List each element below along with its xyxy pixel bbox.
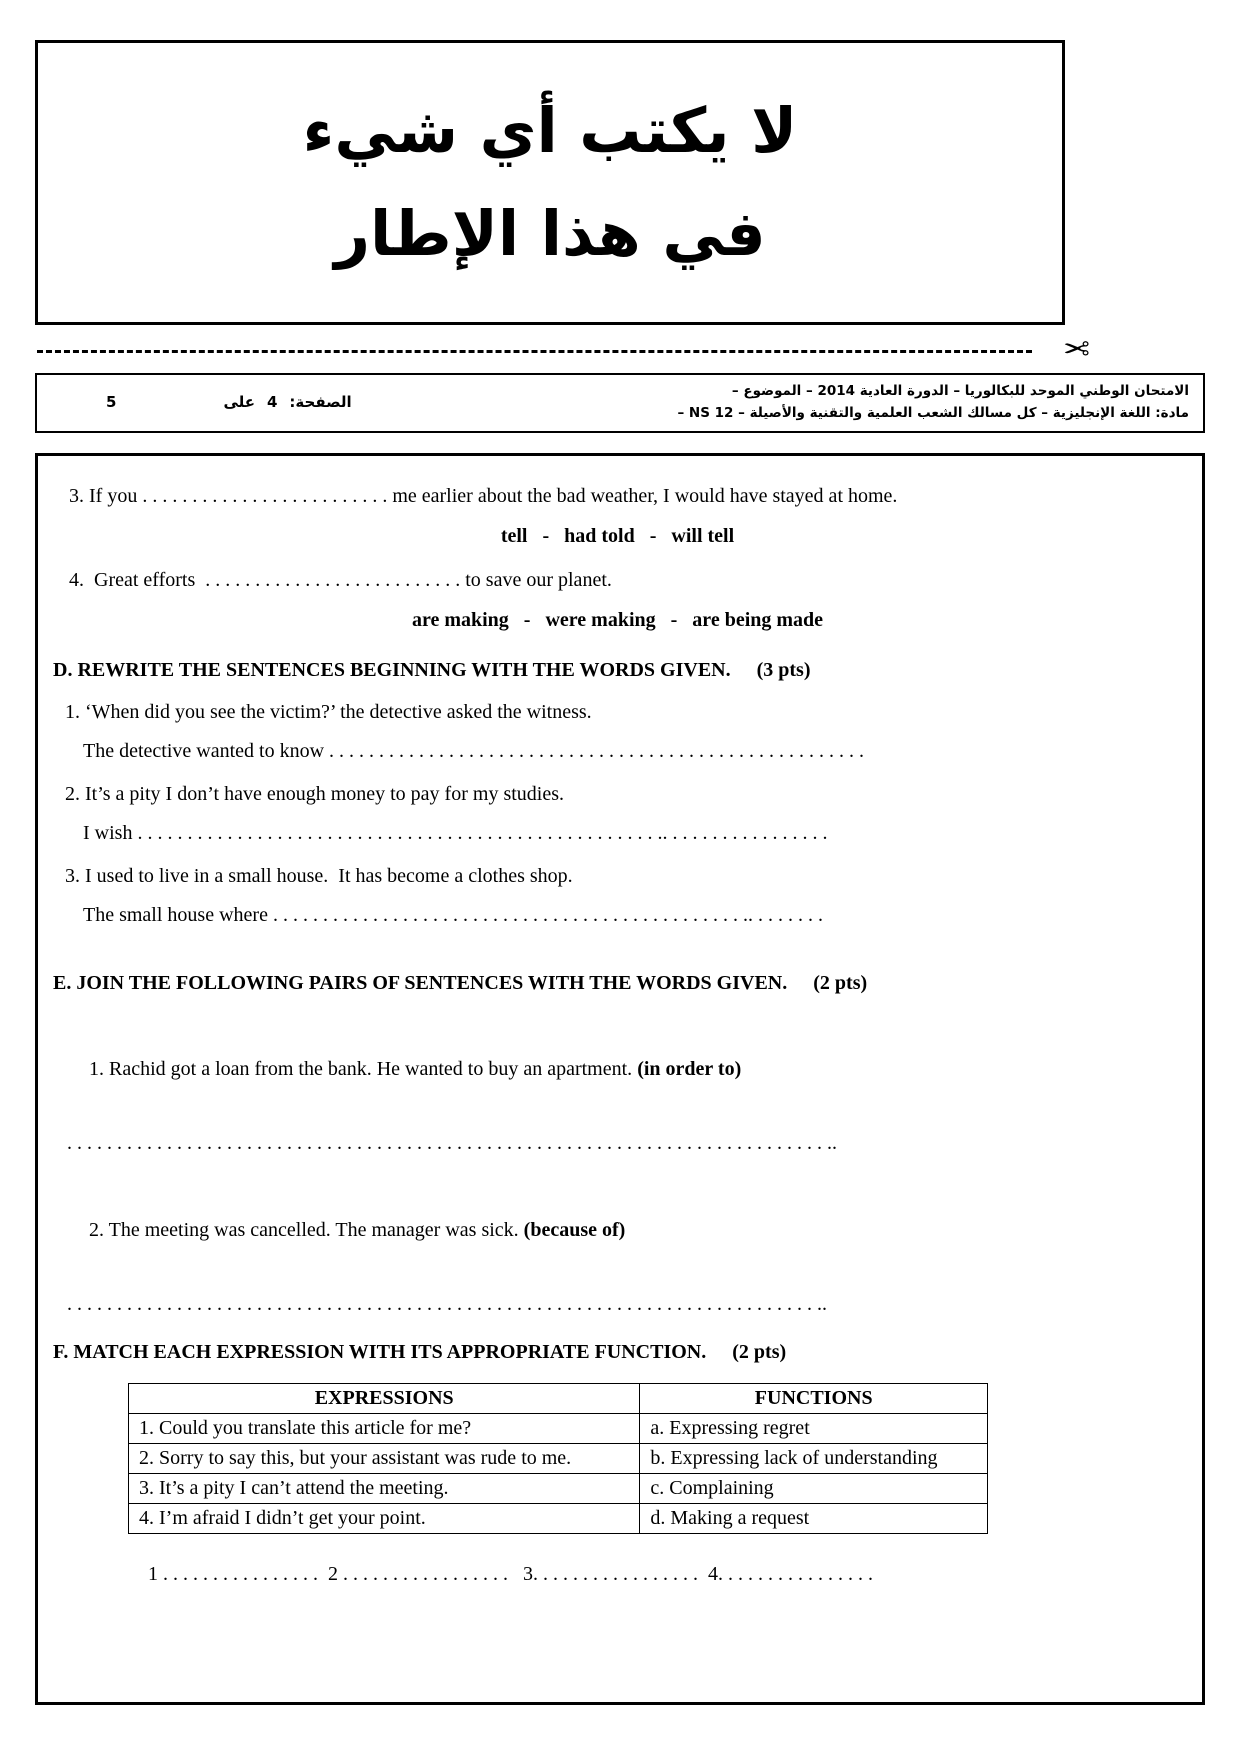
section-d-heading [53,658,1182,683]
match-table-header-expressions: EXPRESSIONS [129,1383,640,1413]
table-row [129,1503,988,1533]
section-e-points: (2 pts) [813,971,868,994]
function-cell-b: b. Expressing lack of understanding [640,1443,988,1473]
do-not-write-frame [35,40,1065,325]
section-e-item-1 [59,1032,1182,1107]
expression-cell-1: 1. Could you translate this article for me? [129,1413,640,1443]
section-e-item-1-answer-line: . . . . . . . . . . . . . . . . . . . . . . . . . . . . . . . . . . . . . . . . . . . . . . . . . . . . . . . . . . . . . . . . . . . . . . . . . . . . .. [67,1131,837,1154]
section-d-item-2-prompt: 2. It’s a pity I don’t have enough money to pay for my studies. [65,782,564,805]
match-table-header-row [129,1383,988,1413]
section-f-title: F. MATCH EACH EXPRESSION WITH ITS APPROPRIATE FUNCTION. [53,1340,707,1363]
cut-line [35,330,1090,368]
section-e-item-2-answer-line: . . . . . . . . . . . . . . . . . . . . . . . . . . . . . . . . . . . . . . . . . . . . . . . . . . . . . . . . . . . . . . . . . . . . . . . . . . . .. [67,1292,827,1315]
section-f-answer-line: 1 . . . . . . . . . . . . . . . . 2 . . . . . . . . . . . . . . . . . 3. . . . . . . . . . . . . . . . . 4. . . . . . . . . . . . . . . . [148,1562,873,1585]
function-cell-d: d. Making a request [640,1503,988,1533]
notice-line-2: في هذا الإطار [334,196,766,270]
section-d-item-1-prompt: 1. ‘When did you see the victim?’ the detective asked the witness. [65,700,592,723]
exam-header-titles [677,380,1189,425]
match-table-header-functions: FUNCTIONS [640,1383,988,1413]
page-current: 4 [266,393,278,412]
section-f-points: (2 pts) [732,1340,787,1363]
table-row [129,1413,988,1443]
section-d-points: (3 pts) [756,658,811,681]
section-d-title: D. REWRITE THE SENTENCES BEGINNING WITH THE WORDS GIVEN. [53,658,731,681]
section-e-item-2-connector: (because of) [523,1218,626,1241]
section-e-heading [53,971,1182,996]
section-d-item-3-answer-line: The small house where . . . . . . . . . . . . . . . . . . . . . . . . . . . . . . . . . . . . . . . . . . . . . . . .. . . . . . . . [83,903,823,926]
question-4: 4. Great efforts . . . . . . . . . . . . . . . . . . . . . . . . . . to save our planet. [69,568,612,591]
section-d-item-1-answer-line: The detective wanted to know . . . . . . . . . . . . . . . . . . . . . . . . . . . . . . . . . . . . . . . . . . . . . . . . . . . . . . [83,739,865,762]
section-d-item-2-answer-line: I wish . . . . . . . . . . . . . . . . . . . . . . . . . . . . . . . . . . . . . . . . . . . . . . . . . . . . .. . . . . . . . . . . . . . . . . [83,821,828,844]
function-cell-a: a. Expressing regret [640,1413,988,1443]
exam-title-line-1: الامتحان الوطني الموحد للبكالوريا – الدورة العادية 2014 – الموضوع – [731,383,1189,399]
dashed-cut-line [37,350,1032,353]
question-3-options: tell - had told - will tell [500,524,735,547]
match-table [128,1383,988,1534]
questions-box [35,453,1205,1705]
notice-line-1: لا يكتب أي شيء [302,94,798,168]
table-row [129,1473,988,1503]
expression-cell-2: 2. Sorry to say this, but your assistant was rude to me. [129,1443,640,1473]
page-label: الصفحة: [289,393,352,412]
expression-cell-4: 4. I’m afraid I didn’t get your point. [129,1503,640,1533]
section-e-item-1-connector: (in order to) [637,1057,742,1080]
question-3: 3. If you . . . . . . . . . . . . . . . . . . . . . . . . . me earlier about the bad weather, I would have stayed at home. [69,484,898,507]
table-row [129,1443,988,1473]
section-e-item-2 [59,1193,1182,1268]
section-e-item-1-text: 1. Rachid got a loan from the bank. He wanted to buy an apartment. [89,1057,638,1080]
page-total: 5 [106,393,117,412]
expression-cell-3: 3. It’s a pity I can’t attend the meeting. [129,1473,640,1503]
scissors-icon: ✂ [1063,330,1090,368]
exam-header [35,373,1205,433]
section-f-heading [53,1340,1182,1365]
page-of-word: على [223,393,255,412]
page-info [51,393,352,411]
section-e-title: E. JOIN THE FOLLOWING PAIRS OF SENTENCES WITH THE WORDS GIVEN. [53,971,788,994]
section-d-item-3-prompt: 3. I used to live in a small house. It has become a clothes shop. [65,864,573,887]
function-cell-c: c. Complaining [640,1473,988,1503]
exam-title-line-2: مادة: اللغة الإنجليزية – كل مسالك الشعب العلمية والتقنية والأصيلة – NS 12 – [677,405,1189,422]
section-e-item-2-text: 2. The meeting was cancelled. The manager was sick. [89,1218,524,1241]
question-4-options: are making - were making - are being made [411,608,824,631]
